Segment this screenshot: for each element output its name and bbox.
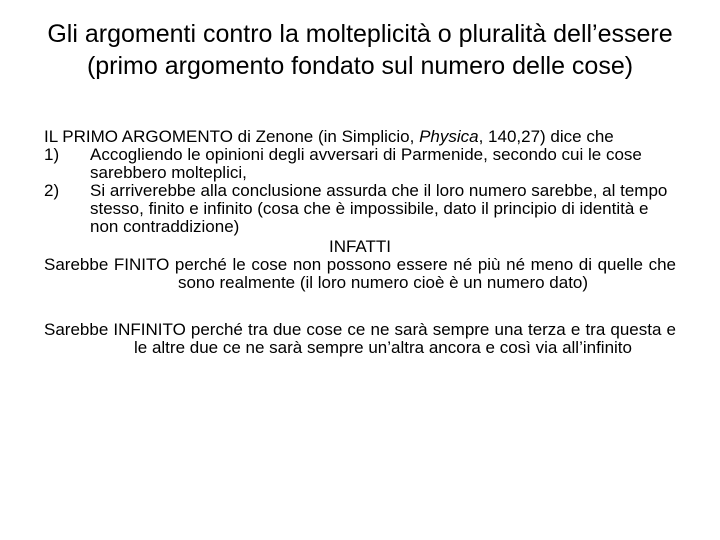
intro-italic-title: Physica bbox=[419, 127, 479, 146]
finito-paragraph: Sarebbe FINITO perché le cose non possono essere né più né meno di quelle che sono realmente (il loro numero cioè è un numero dato) bbox=[44, 255, 676, 292]
slide-title: Gli argomenti contro la molteplicità o pluralità dell’essere (primo argomento fondato sul numero delle cose) bbox=[47, 20, 673, 80]
list-item-1 bbox=[44, 146, 676, 182]
list-item-2 bbox=[44, 182, 676, 236]
list-item-number: 1) bbox=[44, 145, 60, 164]
list-item-text: Accogliendo le opinioni degli avversari di Parmenide, secondo cui le cose sarebbero molteplici, bbox=[90, 145, 642, 182]
intro-text-end: , 140,27) dice che bbox=[478, 127, 614, 146]
slide-body bbox=[44, 128, 676, 357]
infatti-heading: INFATTI bbox=[328, 237, 391, 256]
paragraph-spacer bbox=[44, 292, 676, 321]
list-item-number: 2) bbox=[44, 181, 60, 200]
intro-paragraph bbox=[44, 128, 676, 146]
intro-text-start: IL PRIMO ARGOMENTO di Zenone (in Simplicio, bbox=[44, 127, 420, 146]
list-item-text: Si arriverebbe alla conclusione assurda che il loro numero sarebbe, al tempo stesso, finito e infinito (cosa che è impossibile, dato il principio di identità e non contraddizione) bbox=[90, 181, 668, 236]
infinito-paragraph: Sarebbe INFINITO perché tra due cose ce ne sarà sempre una terza e tra questa e le altre due ce ne sarà sempre un’altra ancora e così via all’infinito bbox=[44, 320, 676, 357]
